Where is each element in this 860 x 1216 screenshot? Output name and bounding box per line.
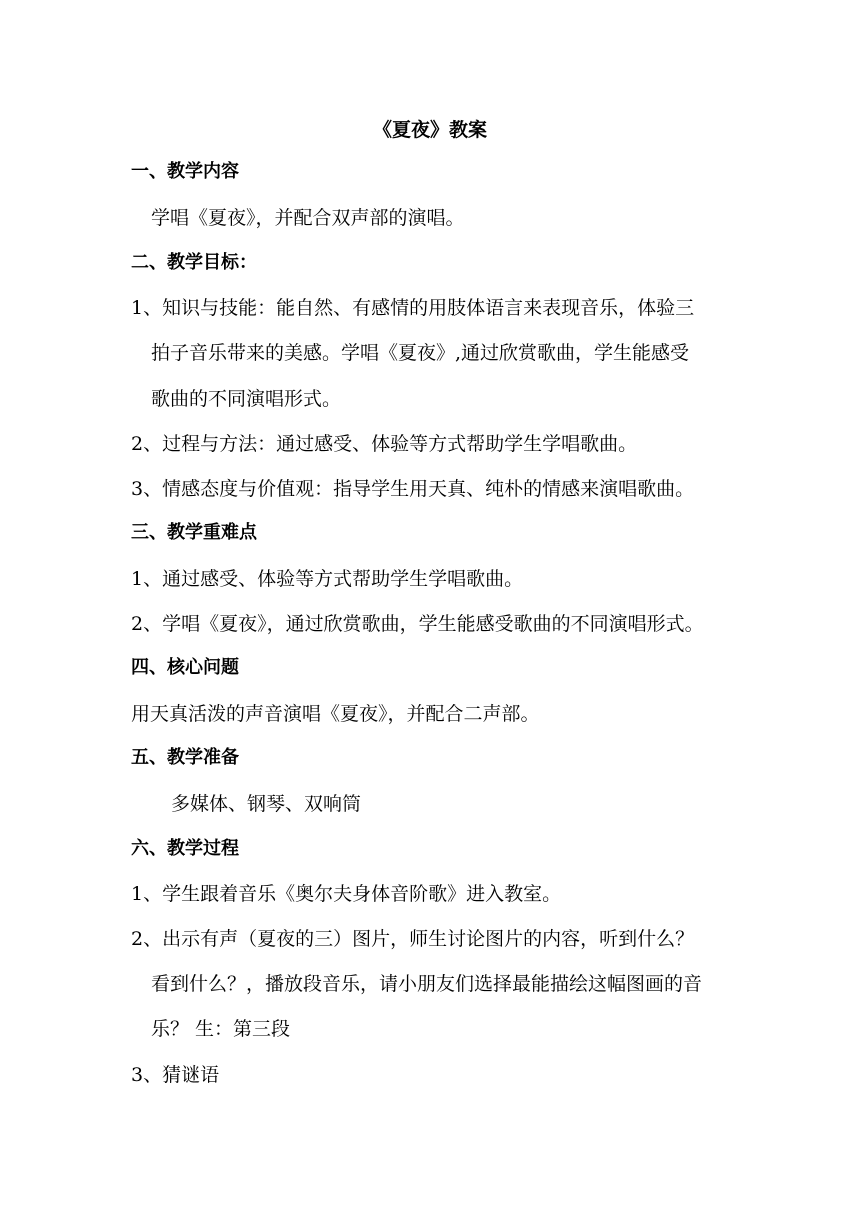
goal-item-3: 3、情感态度与价值观：指导学生用天真、纯朴的情感来演唱歌曲。	[131, 478, 695, 500]
process-item-3: 3、猜谜语	[131, 1064, 220, 1086]
section-heading-key-points: 三、教学重难点	[131, 522, 257, 543]
key-point-item-2: 2、学唱《夏夜》，通过欣赏歌曲，学生能感受歌曲的不同演唱形式。	[131, 613, 704, 635]
section-heading-core-question: 四、核心问题	[131, 657, 239, 678]
section-heading-goals: 二、教学目标：	[131, 252, 257, 273]
document-title: 《夏夜》教案	[372, 119, 487, 141]
process-item-1: 1、学生跟着音乐《奥尔夫身体音阶歌》进入教室。	[131, 883, 562, 905]
content-text: 学唱《夏夜》，并配合双声部的演唱。	[151, 207, 465, 229]
section-heading-preparation: 五、教学准备	[131, 747, 239, 768]
core-question-text: 用天真活泼的声音演唱《夏夜》，并配合二声部。	[131, 703, 540, 725]
goal-item-1-line-2: 拍子音乐带来的美感。学唱《夏夜》,通过欣赏歌曲，学生能感受	[151, 342, 690, 364]
section-heading-content: 一、教学内容	[131, 161, 239, 182]
key-point-item-1: 1、通过感受、体验等方式帮助学生学唱歌曲。	[131, 568, 524, 590]
process-item-2-line-3: 乐？ 生：第三段	[151, 1018, 291, 1040]
preparation-text: 多媒体、钢琴、双响筒	[171, 793, 362, 815]
goal-item-2: 2、过程与方法：通过感受、体验等方式帮助学生学唱歌曲。	[131, 433, 638, 455]
section-heading-process: 六、教学过程	[131, 838, 239, 859]
goal-item-1-line-3: 歌曲的不同演唱形式。	[151, 388, 342, 410]
goal-item-1-line-1: 1、知识与技能：能自然、有感情的用肢体语言来表现音乐，体验三	[131, 297, 695, 319]
process-item-2-line-2: 看到什么？，播放段音乐，请小朋友们选择最能描绘这幅图画的音	[151, 973, 703, 995]
process-item-2-line-1: 2、出示有声（夏夜的三）图片，师生讨论图片的内容，听到什么？	[131, 928, 695, 950]
